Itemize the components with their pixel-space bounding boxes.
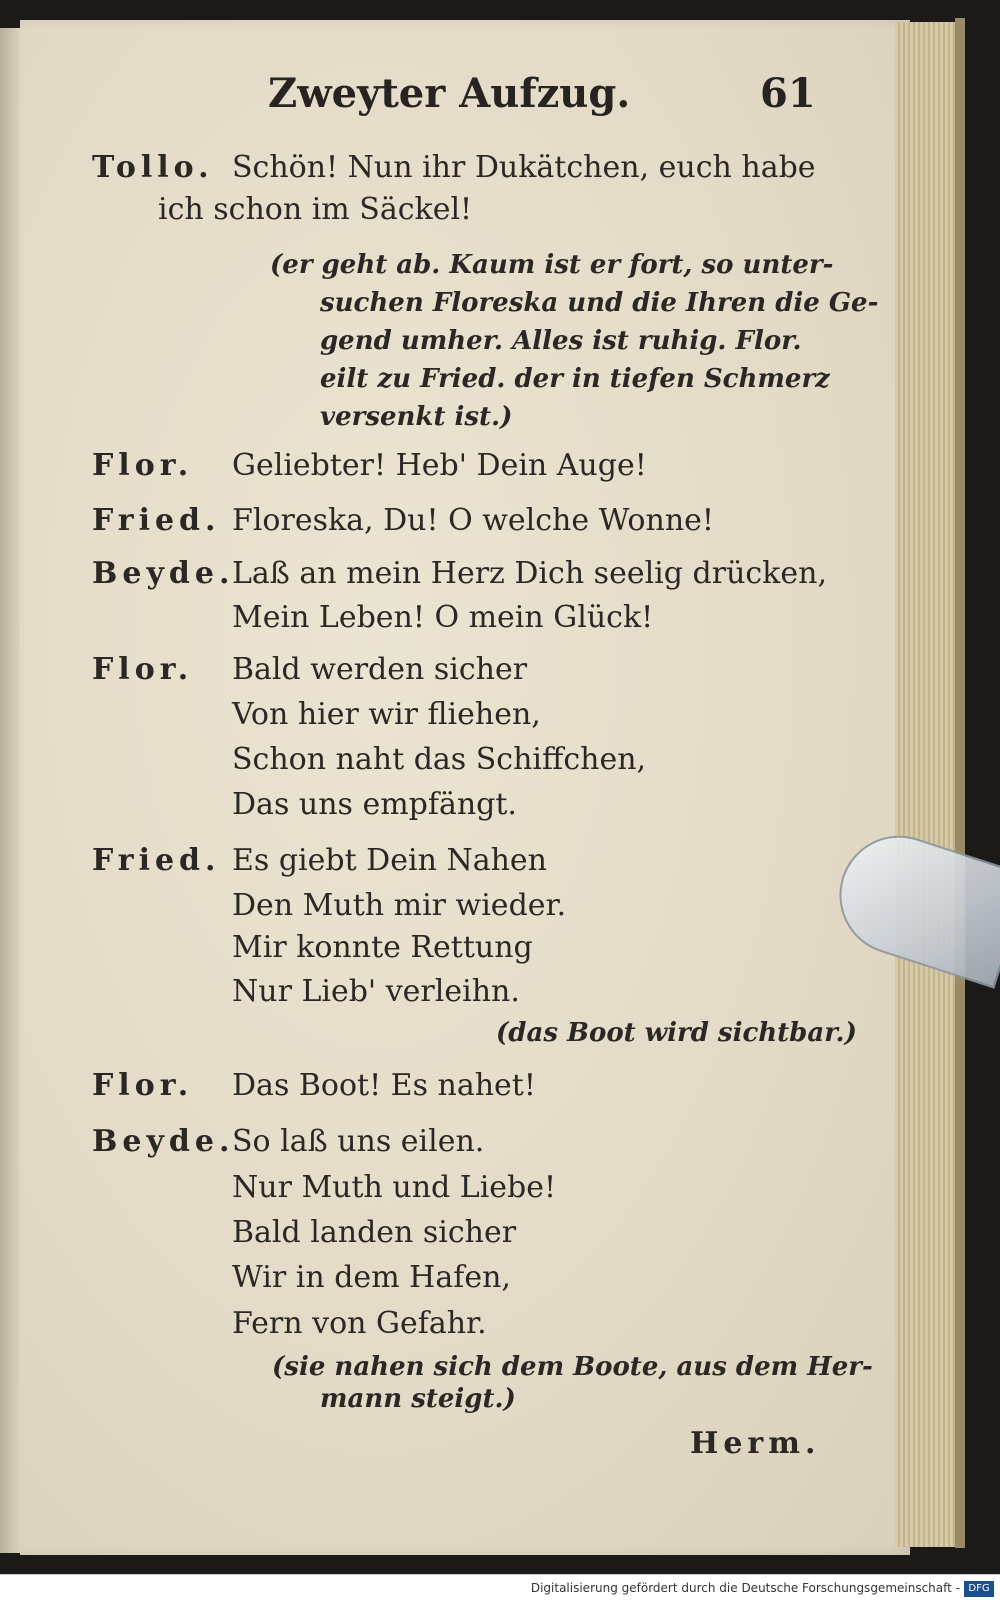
stage-direction-line: gend umher. Alles ist ruhig. Flor. xyxy=(320,326,802,356)
verse-line: Schön! Nun ihr Dukätchen, euch habe xyxy=(232,150,816,185)
stage-direction-line: versenkt ist.) xyxy=(320,402,513,432)
footer-credit: Digitalisierung gefördert durch die Deutsche Forschungsgemeinschaft - xyxy=(530,1581,960,1595)
book-cover-edge xyxy=(955,18,965,1548)
catchword: Herm. xyxy=(690,1426,821,1461)
verse-line: Von hier wir fliehen, xyxy=(232,697,541,732)
speaker-label: Flor. xyxy=(92,448,194,483)
page-edges xyxy=(895,22,955,1547)
speaker-label: Beyde. xyxy=(92,1124,235,1159)
stage-direction-line: (er geht ab. Kaum ist er fort, so unter- xyxy=(270,250,834,280)
verse-line: Das Boot! Es nahet! xyxy=(232,1068,536,1103)
verse-line: Schon naht das Schiffchen, xyxy=(232,742,647,777)
verse-line: Geliebter! Heb' Dein Auge! xyxy=(232,448,647,483)
speaker-label: Beyde. xyxy=(92,556,235,591)
verse-line: Den Muth mir wieder. xyxy=(232,888,567,923)
verse-line: ich schon im Säckel! xyxy=(158,192,473,227)
verse-line: Floreska, Du! O welche Wonne! xyxy=(232,503,714,538)
stage-direction-line: eilt zu Fried. der in tiefen Schmerz xyxy=(320,364,830,394)
speaker-label: Flor. xyxy=(92,1068,194,1103)
verse-line: Nur Lieb' verleihn. xyxy=(232,974,520,1009)
page-number: 61 xyxy=(760,70,816,117)
digitization-footer xyxy=(0,1574,1000,1605)
dfg-logo: DFG xyxy=(964,1581,994,1597)
verse-line: So laß uns eilen. xyxy=(232,1124,485,1159)
speaker-label: Flor. xyxy=(92,652,194,687)
verse-line: Laß an mein Herz Dich seelig drücken, xyxy=(232,556,827,591)
running-title: Zweyter Aufzug. xyxy=(268,70,631,117)
verse-line: Das uns empfängt. xyxy=(232,787,517,822)
stage-direction-line: (das Boot wird sichtbar.) xyxy=(496,1018,857,1048)
verse-line: Fern von Gefahr. xyxy=(232,1306,487,1341)
verse-line: Nur Muth und Liebe! xyxy=(232,1170,557,1205)
stage-direction-line: (sie nahen sich dem Boote, aus dem Her- xyxy=(272,1352,873,1382)
stage-direction-line: suchen Floreska und die Ihren die Ge- xyxy=(320,288,879,318)
verse-line: Wir in dem Hafen, xyxy=(232,1260,511,1295)
stage-direction-line: mann steigt.) xyxy=(320,1384,516,1414)
verse-line: Mein Leben! O mein Glück! xyxy=(232,600,654,635)
verse-line: Mir konnte Rettung xyxy=(232,930,533,965)
speaker-label: Tollo. xyxy=(92,150,214,185)
verse-line: Bald landen sicher xyxy=(232,1215,517,1250)
verse-line: Bald werden sicher xyxy=(232,652,528,687)
verse-line: Es giebt Dein Nahen xyxy=(232,843,547,878)
speaker-label: Fried. xyxy=(92,503,221,538)
speaker-label: Fried. xyxy=(92,843,221,878)
